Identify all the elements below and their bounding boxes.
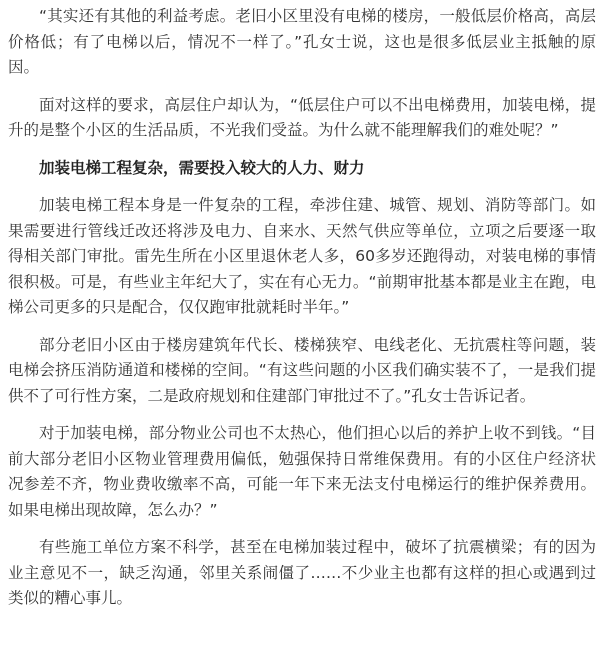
article-body	[8, 4, 596, 624]
paragraph-5: 对于加装电梯，部分物业公司也不太热心，他们担心以后的养护上收不到钱。“目前大部分老旧小区物业管理费用偏低，勉强保持日常维保费用。有的小区住户经济状况参差不齐，物业费收缴率不高，可能一年下来无法支付电梯运行的维护保养费用。如果电梯出现故障，怎么办？”	[8, 424, 596, 519]
paragraph-1: “其实还有其他的利益考虑。老旧小区里没有电梯的楼房，一般低层价格高，高层价格低；有了电梯以后，情况不一样了。”孔女士说，这也是很多低层业主抵触的原因。	[8, 7, 596, 76]
paragraph-2: 面对这样的要求，高层住户却认为，“低层住户可以不出电梯费用，加装电梯，提升的是整个小区的生活品质，不光我们受益。为什么就不能理解我们的难处呢？”	[8, 95, 596, 139]
paragraph-4: 部分老旧小区由于楼房建筑年代长、楼梯狭窄、电线老化、无抗震柱等问题，装电梯会挤压消防通道和楼梯的空间。“有这些问题的小区我们确实装不了，一是我们提供不了可行性方案，二是政府规划和住建部门审批过不了。”孔女士告诉记者。	[8, 335, 596, 405]
paragraph-6: 有些施工单位方案不科学，甚至在电梯加装过程中，破坏了抗震横梁；有的因为业主意见不一，缺乏沟通，邻里关系闹僵了……不少业主也都有这样的担心或遇到过类似的糟心事儿。	[8, 538, 596, 607]
paragraph-3: 加装电梯工程本身是一件复杂的工程，牵涉住建、城管、规划、消防等部门。如果需要进行管线迁改还将涉及电力、自来水、天然气供应等单位，立项之后要逐一取得相关部门审批。雷先生所在小区里退休老人多，60多岁还跑得动，对装电梯的事情很积极。可是，有些业主年纪大了，实在有心无力。“前期审批基本都是业主在跑，电梯公司更多的只是配合，仅仅跑审批就耗时半年。”	[8, 196, 596, 316]
section-heading: 加装电梯工程复杂，需要投入较大的人力、财力	[39, 158, 365, 177]
